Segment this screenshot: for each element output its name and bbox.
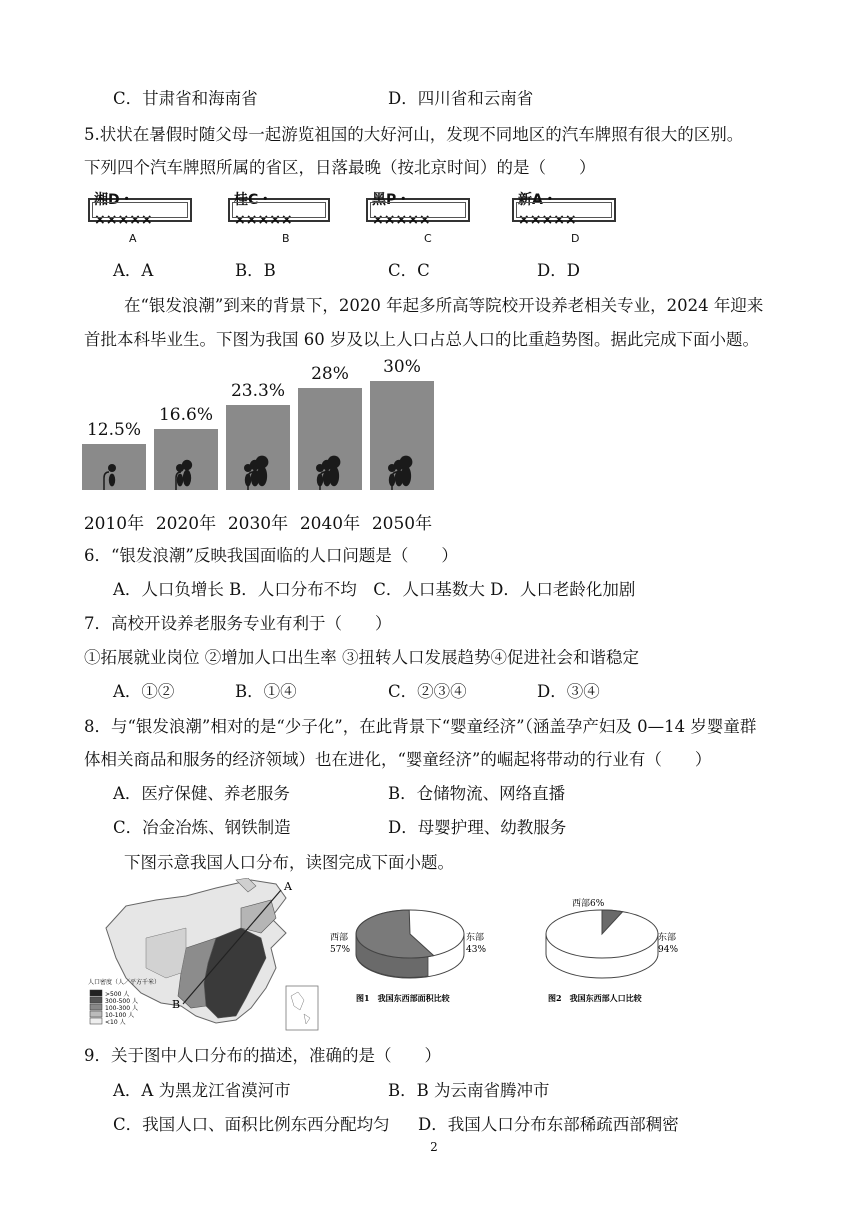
elderly-person-icon [298, 450, 362, 490]
pie1-west-label: 西部 [330, 933, 349, 943]
plate-label-a: A [129, 232, 137, 245]
legend-item-2: 300-500 人 [105, 998, 138, 1005]
q6-stem: 6．“银发浪潮”反映我国面临的人口问题是（ ） [84, 546, 458, 565]
chart-data-label: 30% [383, 356, 421, 377]
q8-stem-line1: 8．与“银发浪潮”相对的是“少子化”，在此背景下“婴童经济”（涵盖孕产妇及 0—14 岁婴童群 [84, 717, 757, 736]
q8-option-d: D．母婴护理、幼教服务 [388, 818, 567, 837]
pie1-caption: 图1 我国东西部面积比较 [356, 993, 450, 1003]
map-point-a: A [284, 880, 292, 893]
elderly-person-icon [226, 450, 290, 490]
q9-option-a: A．A 为黑龙江省漠河市 [113, 1081, 291, 1100]
page-number: 2 [430, 1140, 438, 1154]
q7-stem: 7．高校开设养老服务专业有利于（ ） [84, 614, 392, 633]
q5-option-a: A．A [113, 261, 154, 280]
legend-item-4: 10-100 人 [105, 1012, 135, 1019]
q8-option-a: A．医疗保健、养老服务 [113, 784, 290, 803]
chart-data-label: 12.5% [86, 420, 141, 441]
q5-option-c: C．C [388, 261, 430, 280]
pie-area-comparison [326, 898, 506, 1008]
pie1-east-label: 东部 [466, 933, 485, 943]
q9-option-c: C．我国人口、面积比例东西分配均匀 [113, 1115, 390, 1134]
q7-option-a: A．①② [113, 682, 175, 701]
pie2-east-label: 东部 [658, 933, 677, 943]
pie2-east-value: 94% [658, 945, 679, 955]
chart-bar [298, 388, 362, 490]
chart-bar [154, 429, 218, 490]
elderly-person-icon [154, 450, 218, 490]
chart-bar [226, 405, 290, 490]
pie1-west-value: 57% [330, 945, 351, 955]
chart-category-label: 2030年 [227, 514, 289, 534]
q8-option-c: C．冶金冶炼、钢铁制造 [113, 818, 291, 837]
intro2-line1: 下图示意我国人口分布，读图完成下面小题。 [124, 853, 454, 872]
plate-label-b: B [282, 232, 290, 245]
elderly-person-icon [370, 450, 434, 490]
chart-category-label: 2050年 [371, 514, 433, 534]
license-plate-c: 黑P・××××× [366, 198, 470, 222]
map-point-b: B [172, 998, 181, 1011]
license-plate-d: 新A・××××× [512, 198, 616, 222]
pie1-east-value: 43% [466, 945, 487, 955]
intro1-line1: 在“银发浪潮”到来的背景下，2020 年起多所高等院校开设养老相关专业，2024 年迎来 [124, 296, 764, 315]
q7-option-d: D．③④ [537, 682, 600, 701]
q5-stem-line2: 下列四个汽车牌照所属的省区，日落最晚（按北京时间）的是（ ） [84, 158, 596, 177]
intro1-line2: 首批本科毕业生。下图为我国 60 岁及以上人口占总人口的比重趋势图。据此完成下面小题。 [84, 330, 759, 349]
population-density-map [86, 878, 334, 1038]
q4-option-d: D．四川省和云南省 [388, 89, 534, 108]
legend-title: 人口密度（人／平方千米） [88, 979, 161, 986]
chart-data-label: 23.3% [230, 380, 285, 401]
q7-items: ①拓展就业岗位 ②增加人口出生率 ③扭转人口发展趋势④促进社会和谐稳定 [84, 648, 639, 667]
pie-population-comparison [540, 898, 700, 1008]
q7-option-b: B．①④ [235, 682, 297, 701]
pie2-caption: 图2 我国东西部人口比较 [548, 993, 642, 1003]
license-plate-a: 湘D・××××× [88, 198, 192, 222]
legend-item-5: <10 人 [105, 1019, 126, 1026]
chart-category-label: 2040年 [299, 514, 361, 534]
chart-data-label: 16.6% [158, 405, 213, 426]
license-plate-b: 桂C・××××× [228, 198, 330, 222]
q8-option-b: B．仓储物流、网络直播 [388, 784, 566, 803]
chart-data-label: 28% [311, 363, 349, 384]
q6-options: A．人口负增长 B．人口分布不均 C．人口基数大 D．人口老龄化加剧 [113, 580, 636, 599]
q8-stem-line2: 体相关商品和服务的经济领域）也在进化，“婴童经济”的崛起将带动的行业有（ ） [84, 750, 712, 769]
chart-category-label: 2020年 [155, 514, 217, 534]
chart-category-label: 2010年 [83, 514, 145, 534]
q7-option-c: C．②③④ [388, 682, 467, 701]
legend-item-1: >500 人 [105, 991, 130, 998]
chart-bar [82, 444, 146, 490]
q5-option-d: D．D [537, 261, 580, 280]
q9-option-d: D．我国人口分布东部稀疏西部稠密 [418, 1115, 679, 1134]
q9-stem: 9．关于图中人口分布的描述，准确的是（ ） [84, 1046, 441, 1065]
plate-label-d: D [571, 232, 580, 245]
q9-option-b: B．B 为云南省腾冲市 [388, 1081, 550, 1100]
q5-option-b: B．B [235, 261, 276, 280]
legend-item-3: 100-300 人 [105, 1005, 138, 1012]
q5-stem-line1: 5.状状在暑假时随父母一起游览祖国的大好河山，发现不同地区的汽车牌照有很大的区别。 [84, 125, 744, 144]
q4-option-c: C．甘肃省和海南省 [113, 89, 258, 108]
plate-label-c: C [424, 232, 432, 245]
elderly-person-icon [82, 450, 146, 490]
pie2-west-label: 西部6% [572, 899, 605, 909]
chart-bar [370, 381, 434, 491]
